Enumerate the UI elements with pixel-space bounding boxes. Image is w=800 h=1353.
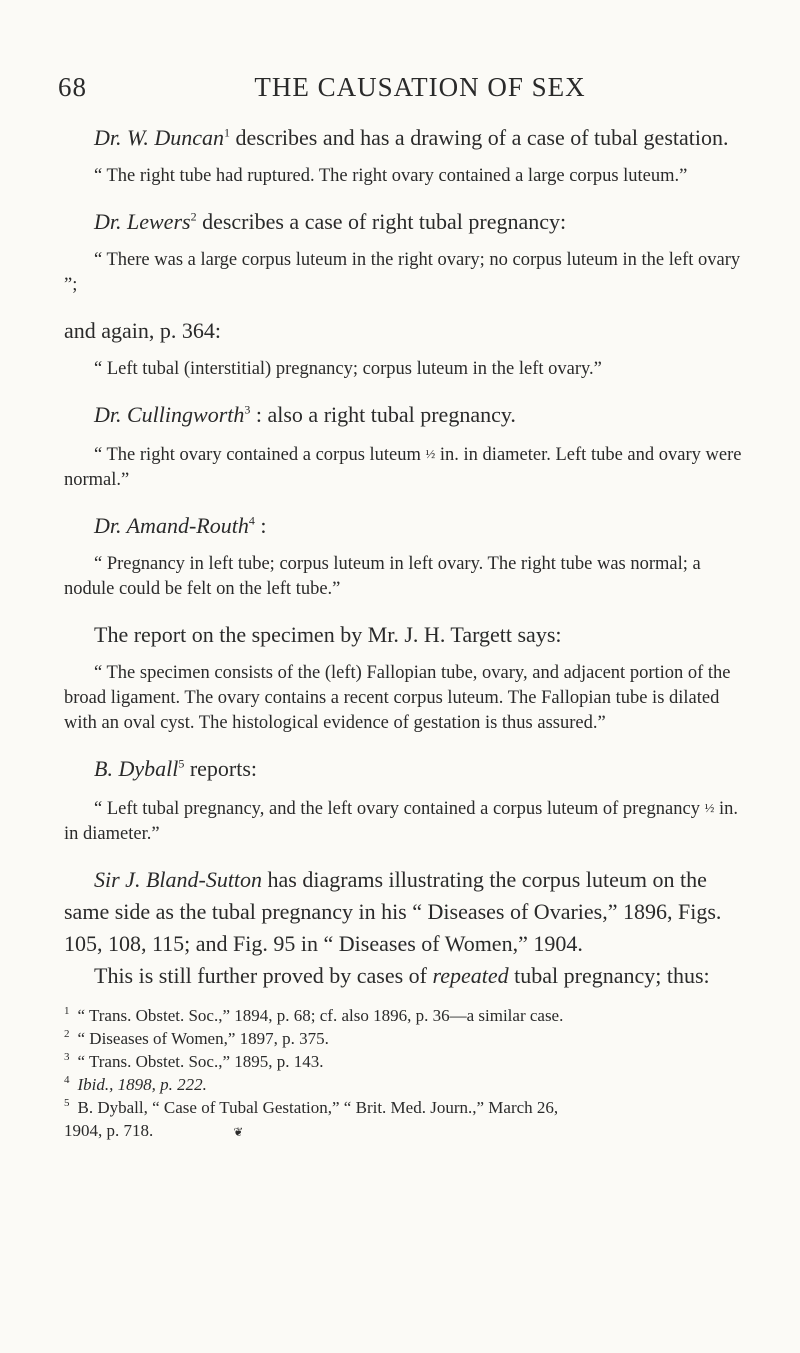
cullingworth-quote: “ The right ovary contained a corpus luteum ½ in. in diameter. Left tube and ovary were normal.” [64,445,742,490]
author-name: Sir J. Bland-Sutton [94,867,263,892]
footnote-ref: 3 [244,402,251,417]
printer-mark-icon: ❦ [233,1125,244,1139]
author-name: Dr. W. Duncan [94,125,224,150]
footnote-ref: 1 [223,125,230,140]
again-paragraph: and again, p. 364: [64,318,222,343]
footnote-ref: 5 [178,756,185,771]
fraction: ½ [425,446,436,461]
author-name: Dr. Amand-Routh [94,513,249,538]
author-name: B. Dyball [94,756,179,781]
footnotes [64,1004,744,1144]
page-header [58,72,742,112]
dyball-quote: “ Left tubal pregnancy, and the left ovary contained a corpus luteum of pregnancy ½ in. in diameter.” [64,799,738,844]
sutton-paragraph: Sir J. Bland-Sutton has diagrams illustrating the corpus luteum on the same side as the tubal pregnancy in his “ Diseases of Ovaries,” 1896, Figs. 105, 108, 115; and Fig. 95 in “ Diseases of Women,” 1904. [64,867,722,956]
footnote-continuation: 1904, p. 718. ❦ [64,1121,244,1140]
fraction: ½ [704,800,715,815]
targett-paragraph: The report on the specimen by Mr. J. H. Targett says: [94,622,562,647]
cullingworth-paragraph: Dr. Cullingworth$^3$ : also a right tubal pregnancy. [94,402,516,427]
routh-quote: “ Pregnancy in left tube; corpus luteum in left ovary. The right tube was normal; a nodule could be felt on the left tube.” [64,554,701,599]
author-name: Dr. Lewers [94,209,191,234]
footnote-ref: 4 [248,513,255,528]
footnote: $^2$ “ Diseases of Women,” 1897, p. 375. [64,1028,329,1048]
footnote: $^3$ “ Trans. Obstet. Soc.,” 1895, p. 143. [64,1051,324,1071]
footnote: $^4$ Ibid., 1898, p. 222. [64,1074,207,1094]
again-quote: “ Left tubal (interstitial) pregnancy; corpus luteum in the left ovary.” [94,359,602,379]
lewers-paragraph: Dr. Lewers$^2$ describes a case of right tubal pregnancy: [94,209,567,234]
page-number: 68 [58,72,87,102]
running-title: THE CAUSATION OF SEX [254,72,586,102]
author-name: Dr. Cullingworth [94,402,245,427]
routh-paragraph: Dr. Amand-Routh$^4$ : [94,513,267,538]
body-text [64,122,744,1144]
targett-quote: “ The specimen consists of the (left) Fallopian tube, ovary, and adjacent portion of the broad ligament. The ovary contains a recent corpus luteum. The Fallopian tube is dilated with an oval cyst. The histological evidence of gestation is thus assured.” [64,663,731,733]
footnote-ref: 2 [190,209,197,224]
lewers-quote: “ There was a large corpus luteum in the right ovary; no corpus luteum in the left ovary ”; [64,250,741,295]
footnote: $^1$ “ Trans. Obstet. Soc.,” 1894, p. 68; cf. also 1896, p. 36—a similar case. [64,1005,564,1025]
repeated-paragraph: This is still further proved by cases of repeated tubal pregnancy; thus: [94,963,710,988]
dyball-paragraph: B. Dyball$^5$ reports: [94,756,258,781]
footnote: $^5$ B. Dyball, “ Case of Tubal Gestation,” “ Brit. Med. Journ.,” March 26, [64,1097,559,1117]
duncan-quote: “ The right tube had ruptured. The right ovary contained a large corpus luteum.” [94,166,688,186]
duncan-paragraph: Dr. W. Duncan$^1$ describes and has a drawing of a case of tubal gestation. [94,125,729,150]
